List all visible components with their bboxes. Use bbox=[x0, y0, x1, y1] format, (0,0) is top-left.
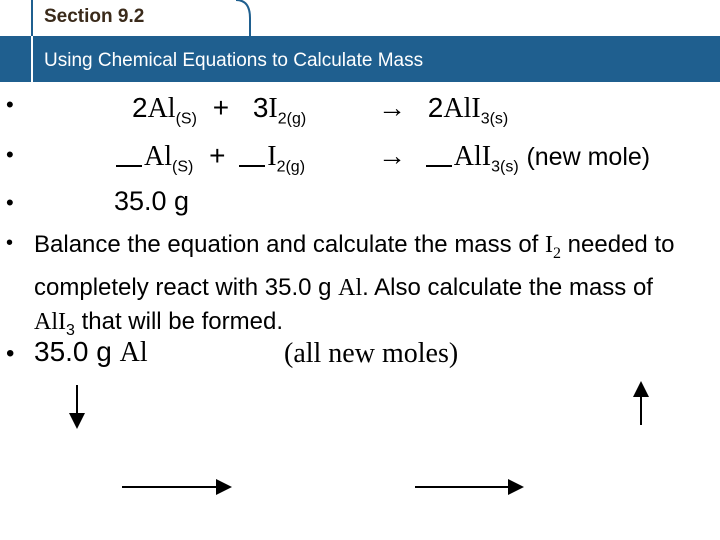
product-symbol-2: AlI bbox=[453, 141, 492, 172]
product-symbol-3: AlI bbox=[34, 308, 66, 335]
bullet-5: • bbox=[6, 340, 15, 367]
i-sub-2: 2(g) bbox=[276, 158, 306, 176]
new-mole-note: (new mole) bbox=[526, 143, 651, 171]
work-mass: 35.0 g bbox=[34, 336, 112, 367]
bullet-2: • bbox=[6, 142, 14, 167]
i-symbol-2: I bbox=[267, 141, 277, 172]
al-state-2: (S) bbox=[172, 158, 194, 176]
bullet-1: • bbox=[6, 92, 14, 117]
bullet-3: • bbox=[6, 190, 14, 215]
i2-symbol: I bbox=[545, 232, 554, 258]
product-sub: 3(s) bbox=[480, 110, 509, 128]
plus-sign: + bbox=[212, 92, 230, 123]
section-label: Section 9.2 bbox=[44, 6, 145, 27]
slide-title: Using Chemical Equations to Calculate Mass bbox=[44, 50, 424, 71]
given-mass: 35.0 g bbox=[114, 186, 190, 216]
al-symbol-3: Al bbox=[338, 274, 363, 301]
i-symbol: I bbox=[268, 93, 278, 124]
work-note: (all new moles) bbox=[284, 338, 459, 369]
al-symbol-2: Al bbox=[144, 141, 172, 172]
work-al: Al bbox=[119, 337, 148, 368]
bullet-4: • bbox=[6, 232, 14, 254]
question-text: Balance the equation and calculate the mass of $I_2$ needed to completely react with 35.0 g Al. Also calculate the mass of AlI$_3$ that will be formed. bbox=[34, 231, 675, 339]
coef-al: 2 bbox=[132, 92, 148, 123]
al-state: (S) bbox=[175, 110, 197, 128]
coef-i: 3 bbox=[252, 92, 269, 123]
product-sub-2: 3(s) bbox=[491, 158, 519, 176]
plus-sign-2: + bbox=[209, 140, 226, 171]
arrow-icon-2: → bbox=[378, 140, 406, 171]
al-symbol: Al bbox=[147, 93, 176, 124]
product-symbol: AlI bbox=[443, 93, 481, 124]
arrow-icon: → bbox=[378, 92, 406, 123]
coef-product: 2 bbox=[427, 92, 444, 123]
i-sub: 2(g) bbox=[277, 110, 307, 128]
